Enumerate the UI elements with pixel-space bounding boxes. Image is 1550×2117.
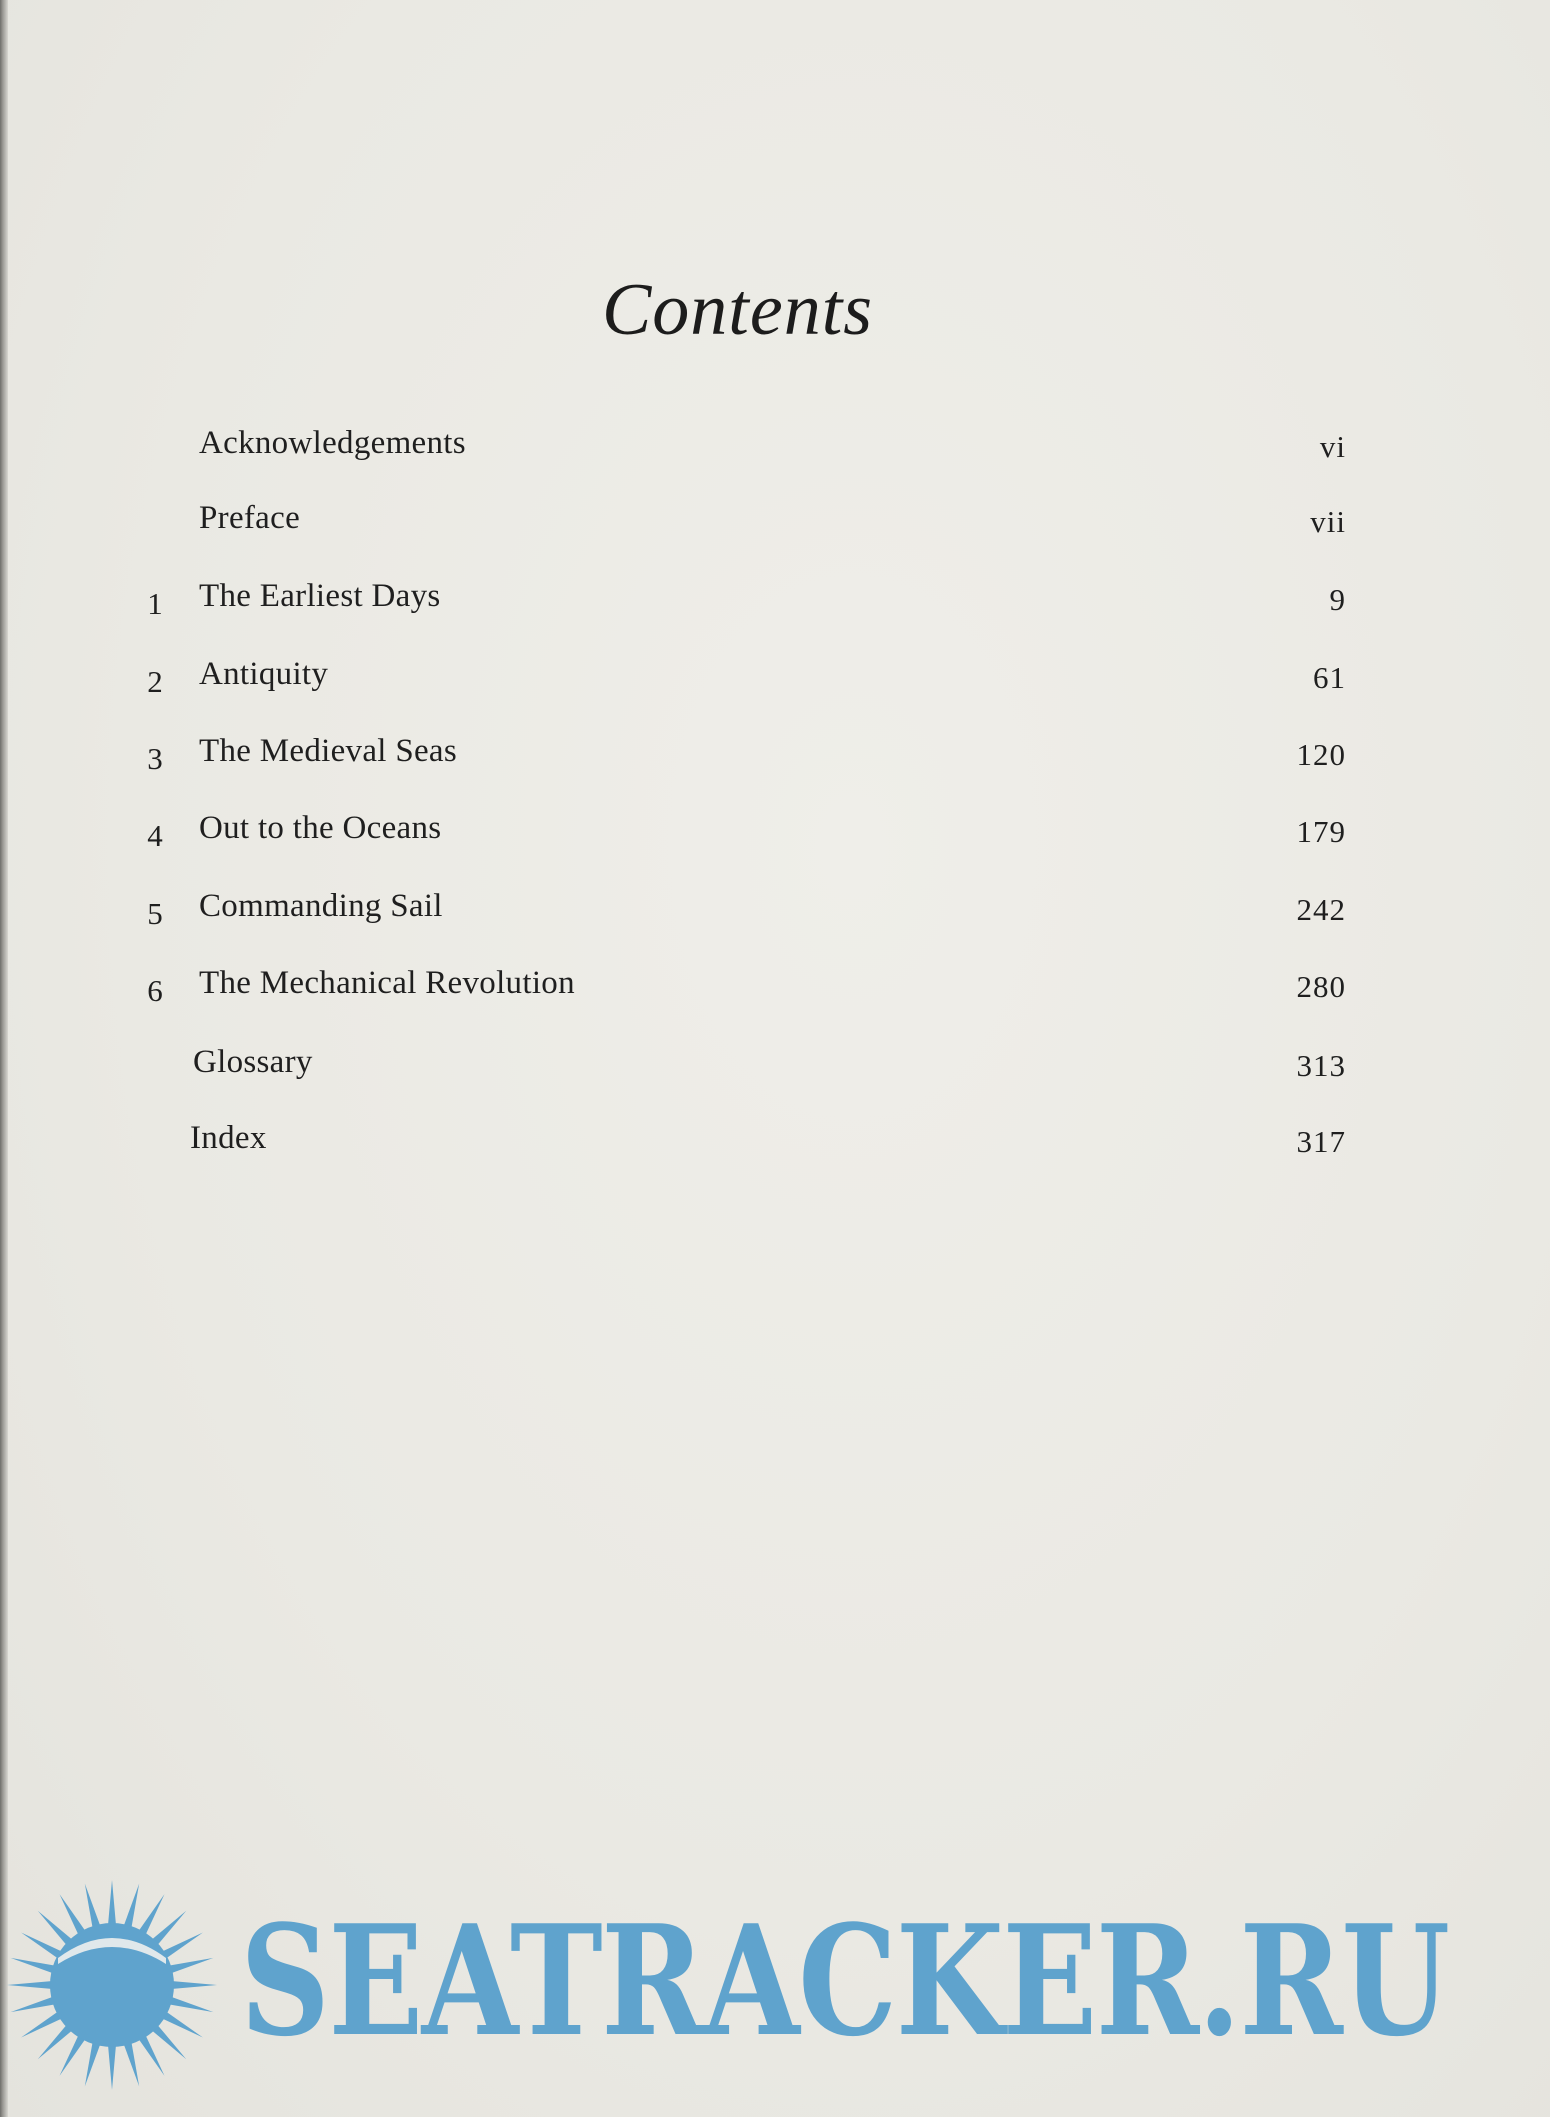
sun-ray: [85, 2040, 101, 2087]
watermark-text: SEATRACKER.RU: [240, 1891, 1449, 2070]
toc-entry-label: Commanding Sail: [199, 888, 443, 924]
toc-entry-label: Index: [190, 1120, 267, 1156]
toc-entry-glossary[interactable]: [0, 1044, 1550, 1104]
sun-ray: [11, 1958, 58, 1974]
toc-entry-label: Glossary: [193, 1044, 313, 1080]
toc-entry-page: 313: [1296, 1048, 1346, 1083]
toc-entry-chapter-2[interactable]: [0, 656, 1550, 716]
toc-entry-page: 61: [1313, 660, 1346, 695]
toc-entry-number: 2: [147, 664, 163, 699]
toc-entry-page: 179: [1296, 814, 1346, 849]
sun-ray: [123, 1884, 139, 1931]
toc-entry-page: 120: [1296, 737, 1346, 772]
sun-ray: [85, 1884, 101, 1931]
toc-entry-page: vii: [1310, 504, 1346, 539]
toc-entry-page: 317: [1296, 1124, 1346, 1159]
toc-entry-number: 4: [147, 818, 163, 853]
watermark: [0, 1880, 1550, 2090]
toc-entry-number: 5: [147, 896, 163, 931]
toc-entry-number: 6: [147, 973, 163, 1008]
toc-entry-preface[interactable]: [0, 500, 1550, 560]
page-title: Contents: [601, 269, 874, 351]
toc-entry-chapter-4[interactable]: [0, 810, 1550, 870]
toc-entry-chapter-1[interactable]: [0, 578, 1550, 638]
toc-entry-acknowledgements[interactable]: [0, 425, 1550, 485]
toc-entry-chapter-6[interactable]: [0, 965, 1550, 1025]
toc-entry-chapter-5[interactable]: [0, 888, 1550, 948]
sun-ray: [123, 2040, 139, 2087]
sun-ray: [7, 1981, 54, 1989]
toc-entry-chapter-3[interactable]: [0, 733, 1550, 793]
sun-ray: [167, 1958, 214, 1974]
toc-entry-label: The Medieval Seas: [199, 733, 458, 769]
toc-entry-label: Antiquity: [199, 656, 329, 692]
sun-logo-icon: [0, 1880, 230, 2090]
toc-entry-number: 1: [147, 586, 163, 621]
toc-entry-page: 9: [1329, 582, 1346, 617]
sun-ray: [167, 1996, 214, 2012]
sun-ray: [108, 1880, 116, 1927]
toc-entry-label: Out to the Oceans: [199, 810, 442, 846]
toc-entry-label: Preface: [199, 500, 301, 536]
toc-entry-page: vi: [1319, 429, 1346, 464]
toc-entry-number: 3: [147, 741, 163, 776]
toc-entry-label: The Mechanical Revolution: [199, 965, 575, 1001]
toc-entry-label: Acknowledgements: [199, 425, 466, 461]
sun-ray: [108, 2043, 116, 2090]
toc-entry-index[interactable]: [0, 1120, 1550, 1180]
sun-ray: [11, 1996, 58, 2012]
toc-entry-page: 242: [1296, 892, 1346, 927]
sun-ray: [170, 1981, 217, 1989]
toc-entry-label: The Earliest Days: [199, 578, 441, 614]
toc-entry-page: 280: [1296, 969, 1346, 1004]
